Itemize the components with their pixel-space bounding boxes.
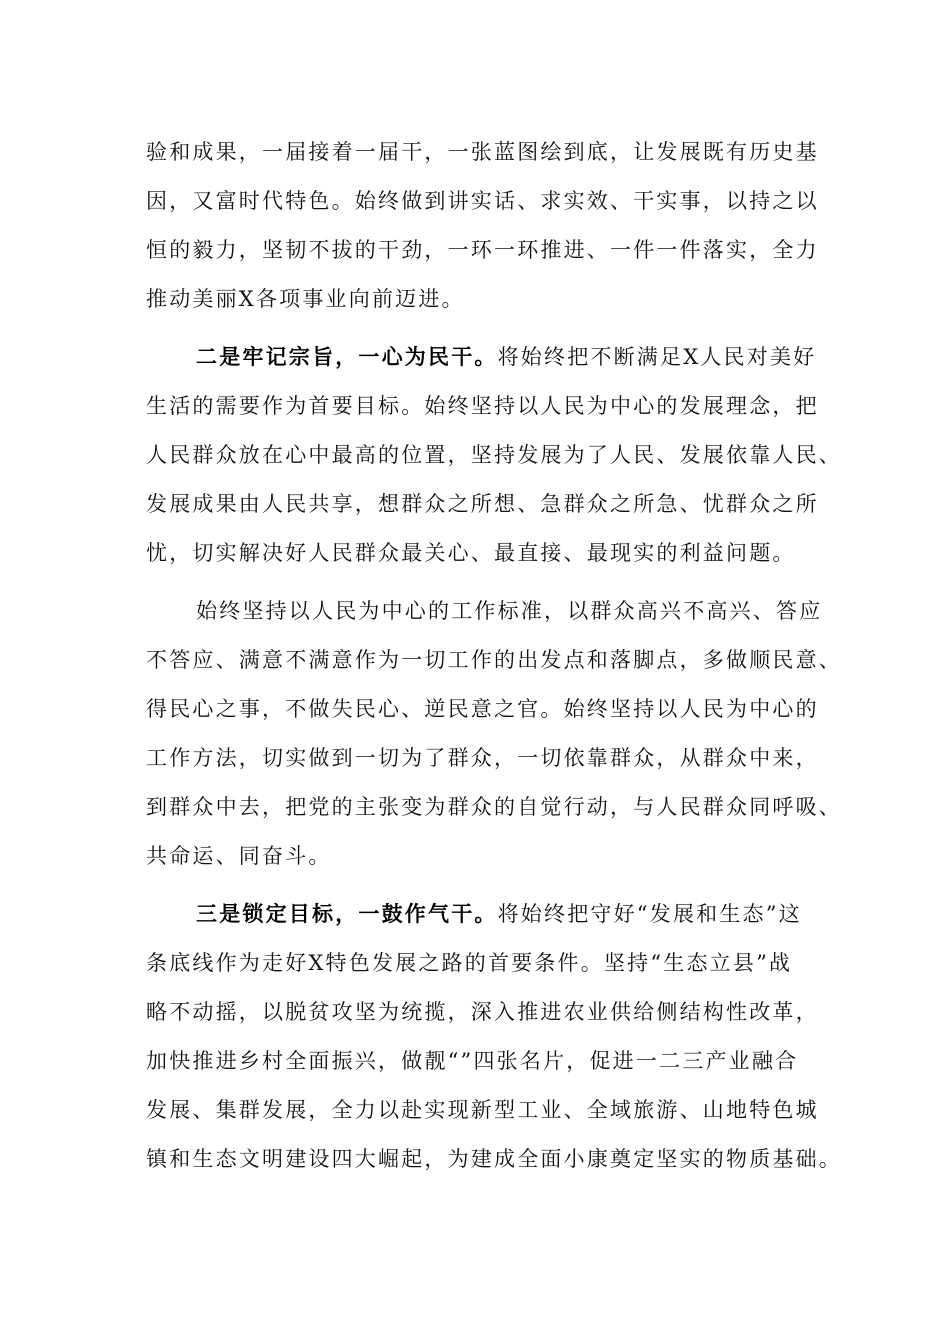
paragraph-3-line-3: 得民心之事，不做失民心、逆民意之官。始终坚持以人民为中心的 <box>146 697 819 721</box>
paragraph-2-first-line-text: 将始终把不断满足X人民对美好 <box>497 345 817 369</box>
paragraph-4-line-3: 略不动摇，以脱贫攻坚为统揽，深入推进农业供给侧结构性改革， <box>146 1000 819 1024</box>
paragraph-1-line-1: 验和成果，一届接着一届干，一张蓝图绘到底，让发展既有历史基 <box>146 140 819 164</box>
paragraph-4-line-6: 镇和生态文明建设四大崛起，为建成全面小康奠定坚实的物质基础。 <box>146 1147 842 1171</box>
paragraph-2-first-line <box>196 342 816 372</box>
paragraph-4-line-5: 发展、集群发展，全力以赴实现新型工业、全域旅游、山地特色城 <box>146 1098 819 1122</box>
paragraph-4-heading: 三是锁定目标，一鼓作气干。 <box>196 901 498 926</box>
paragraph-4-first-line <box>196 899 802 929</box>
paragraph-2-line-5: 忧，切实解决好人民群众最关心、最直接、最现实的利益问题。 <box>146 541 796 565</box>
paragraph-3-first-line: 始终坚持以人民为中心的工作标准，以群众高兴不高兴、答应 <box>196 599 823 623</box>
paragraph-2-heading: 二是牢记宗旨，一心为民干。 <box>196 344 498 369</box>
paragraph-1-line-3: 恒的毅力，坚韧不拔的干劲，一环一环推进、一件一件落实，全力 <box>146 238 819 262</box>
paragraph-4-line-4: 加快推进乡村全面振兴，做靓“”四张名片，促进一二三产业融合 <box>146 1049 799 1073</box>
paragraph-4-line-2: 条底线作为走好X特色发展之路的首要条件。坚持“生态立县”战 <box>146 951 793 975</box>
paragraph-3-line-4: 工作方法，切实做到一切为了群众，一切依靠群众，从群众中来， <box>146 746 819 770</box>
paragraph-1-line-2: 因，又富时代特色。始终做到讲实话、求实效、干实事，以持之以 <box>146 189 819 213</box>
paragraph-3-line-5: 到群众中去，把党的主张变为群众的自觉行动，与人民群众同呼吸、 <box>146 795 842 819</box>
paragraph-2-line-4: 发展成果由人民共享，想群众之所想、急群众之所急、忧群众之所 <box>146 492 819 516</box>
paragraph-4-first-line-text: 将始终把守好“发展和生态”这 <box>497 902 802 926</box>
paragraph-2-line-3: 人民群众放在心中最高的位置，坚持发展为了人民、发展依靠人民、 <box>146 443 842 467</box>
paragraph-3-line-6: 共命运、同奋斗。 <box>146 844 332 868</box>
paragraph-2-line-2: 生活的需要作为首要目标。始终坚持以人民为中心的发展理念，把 <box>146 394 819 418</box>
paragraph-1-line-4: 推动美丽X各项事业向前迈进。 <box>146 287 465 311</box>
paragraph-3-line-2: 不答应、满意不满意作为一切工作的出发点和落脚点，多做顺民意、 <box>146 648 842 672</box>
